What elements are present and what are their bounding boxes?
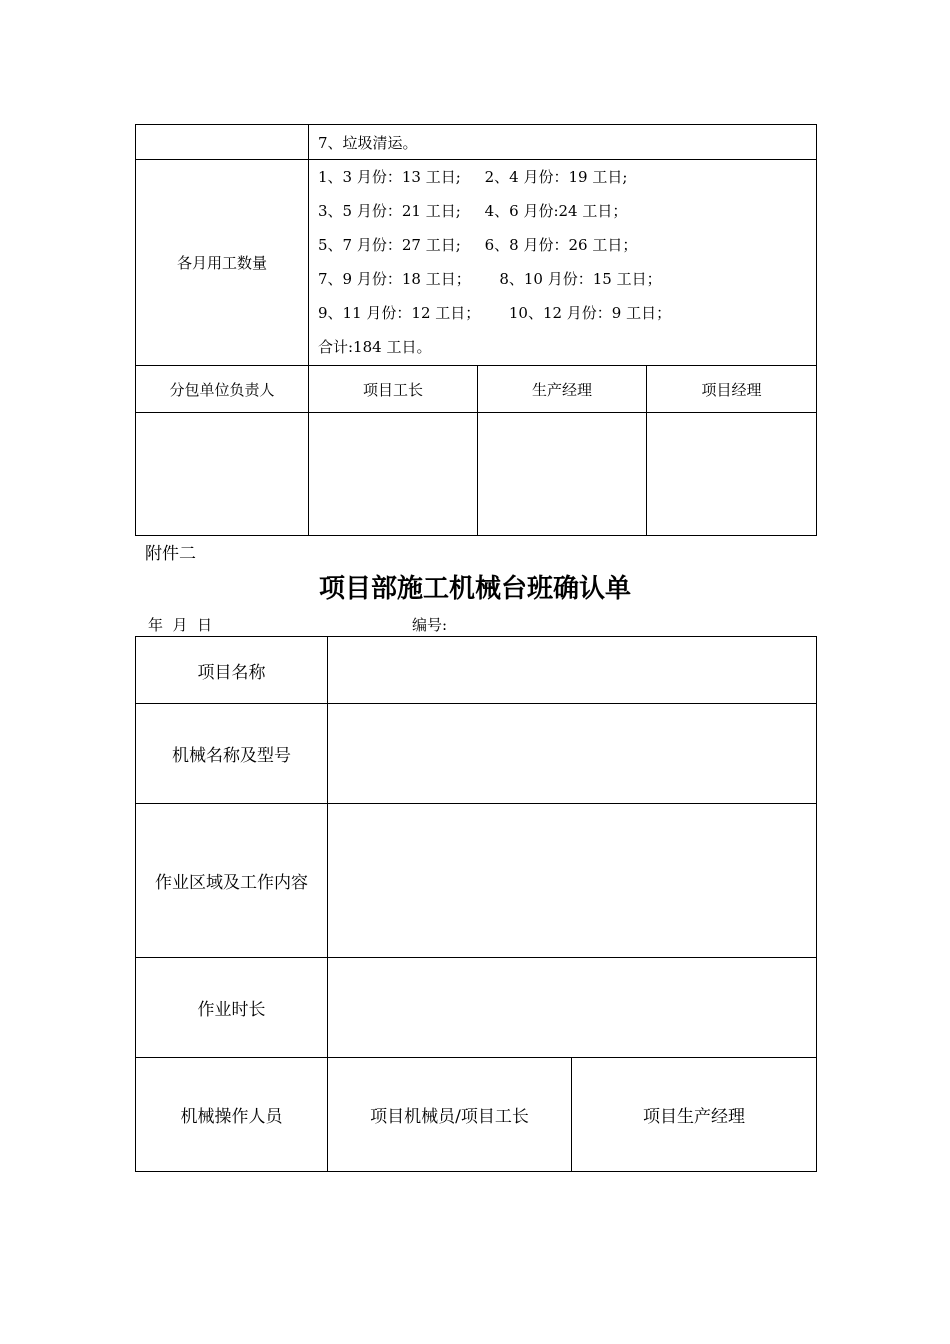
labor-table — [135, 124, 817, 536]
production-manager-label: 项目生产经理 — [572, 1058, 817, 1172]
project-name-label: 项目名称 — [136, 637, 328, 704]
monthly-line: 7、9 月份：18 工日； 8、10 月份：15 工日； — [318, 270, 662, 288]
monthly-labor-label: 各月用工数量 — [136, 160, 309, 366]
header-project-manager: 项目经理 — [647, 366, 817, 413]
header-production-manager: 生产经理 — [478, 366, 647, 413]
signature-cell[interactable] — [478, 413, 647, 536]
header-project-foreman: 项目工长 — [309, 366, 478, 413]
monthly-line: 5、7 月份：27 工日; 6、8 月份：26 工日； — [318, 236, 638, 254]
project-name-field[interactable] — [328, 637, 817, 704]
monthly-total: 合计:184 工日。 — [318, 338, 432, 356]
machine-model-field[interactable] — [328, 704, 817, 804]
signature-cell[interactable] — [647, 413, 817, 536]
operator-label: 机械操作人员 — [136, 1058, 328, 1172]
machine-model-label: 机械名称及型号 — [136, 704, 328, 804]
monthly-labor-list — [309, 160, 817, 366]
signature-cell[interactable] — [136, 413, 309, 536]
monthly-line: 9、11 月份：12 工日； 10、12 月份：9 工日； — [318, 304, 672, 322]
blank-cell — [136, 125, 309, 160]
number-label: 编号: — [412, 616, 448, 634]
date-label: 年 月 日 — [148, 616, 213, 634]
work-area-label: 作业区域及工作内容 — [136, 804, 328, 958]
cleanup-item: 7、垃圾清运。 — [318, 133, 418, 152]
machinery-officer-label: 项目机械员/项目工长 — [328, 1058, 572, 1172]
work-area-field[interactable] — [328, 804, 817, 958]
monthly-line: 3、5 月份：21 工日; 4、6 月份:24 工日； — [318, 202, 628, 220]
form-title: 项目部施工机械台班确认单 — [318, 574, 631, 604]
monthly-line: 1、3 月份：13 工日; 2、4 月份：19 工日; — [318, 168, 628, 186]
machinery-form-table — [135, 636, 817, 1172]
work-duration-label: 作业时长 — [136, 958, 328, 1058]
attachment-label: 附件二 — [145, 544, 196, 564]
header-subcontractor-lead: 分包单位负责人 — [136, 366, 309, 413]
work-duration-field[interactable] — [328, 958, 817, 1058]
signature-cell[interactable] — [309, 413, 478, 536]
